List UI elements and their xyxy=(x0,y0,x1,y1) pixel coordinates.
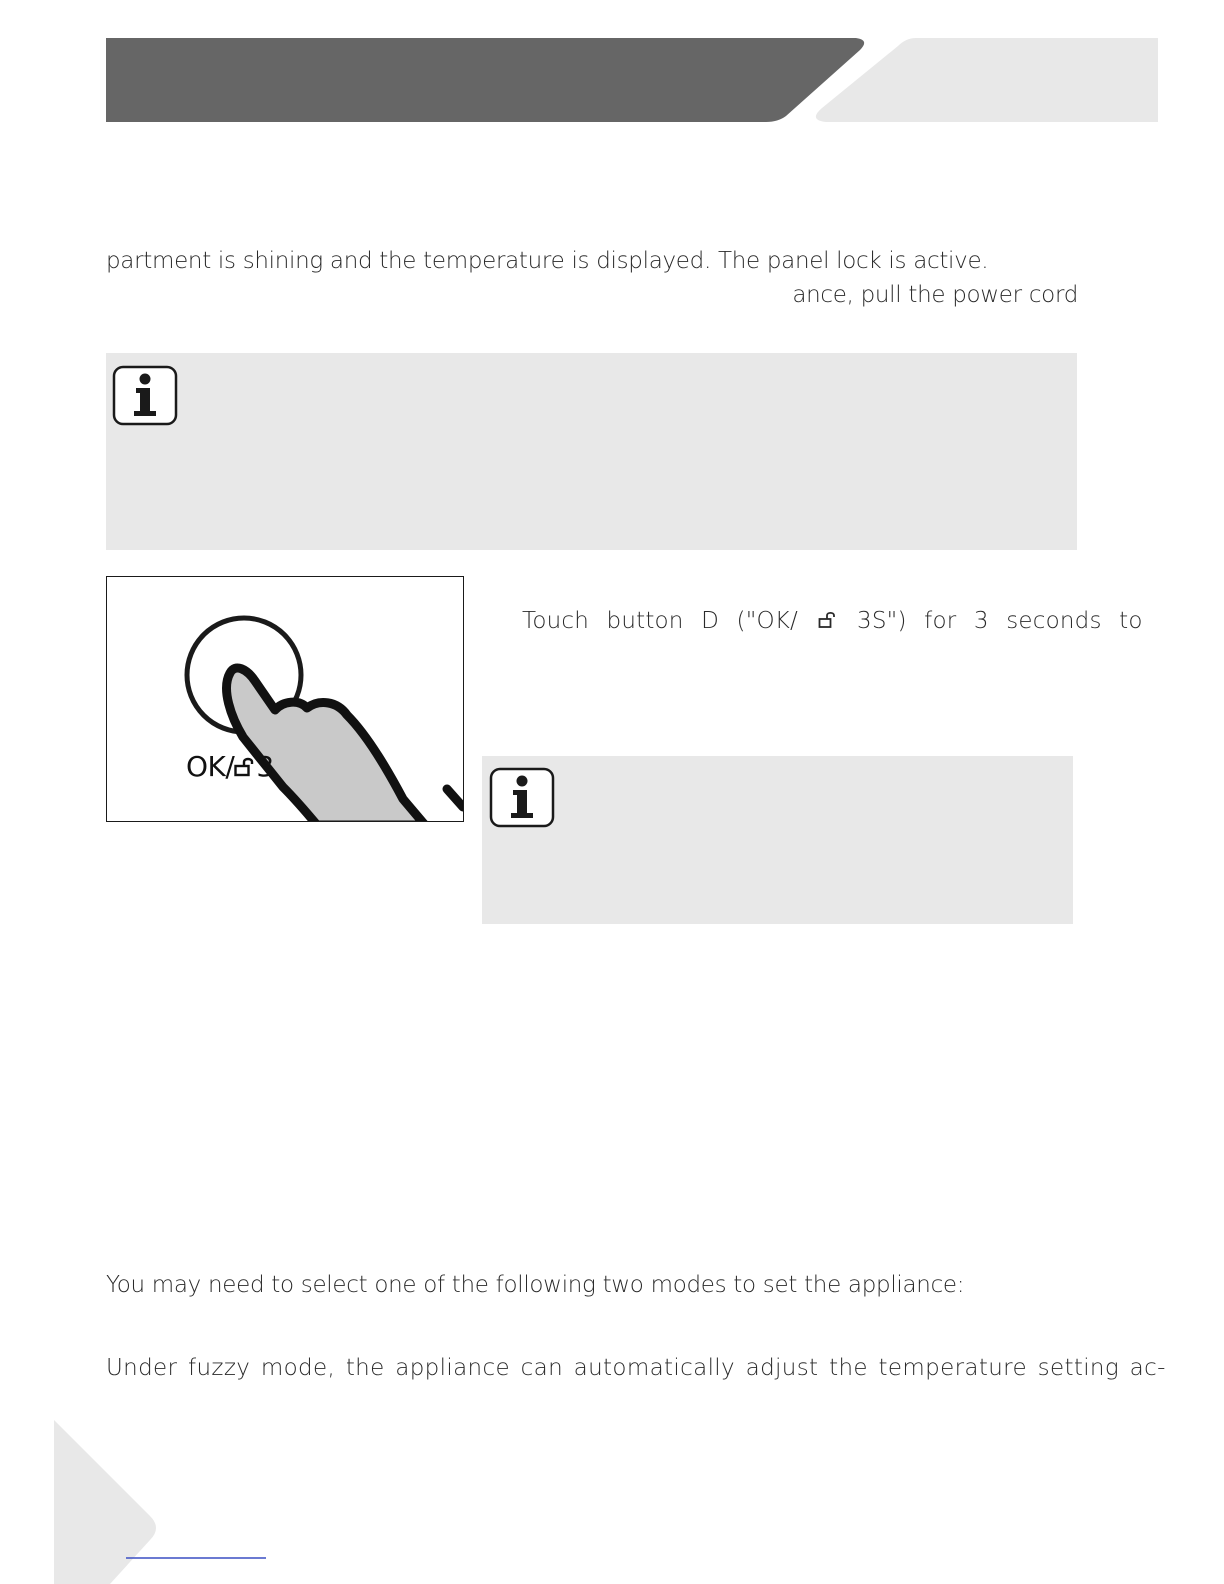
unlock-icon xyxy=(234,757,256,777)
paragraph-compartment: partment is shining and the temperature is displayed. The panel lock is active. xyxy=(106,248,989,274)
paragraph-power-cord: ance, pull the power cord xyxy=(792,282,1078,308)
unlock-instruction xyxy=(522,608,1143,634)
unlock-text-before: Touch button D ("OK/ xyxy=(522,608,799,634)
paragraph-fuzzy-mode: Under fuzzy mode, the appliance can automatically adjust the temperature setting ac- xyxy=(106,1355,1166,1381)
paragraph-modes-intro: You may need to select one of the following two modes to set the appliance: xyxy=(106,1272,965,1298)
header-dark-bar xyxy=(106,38,864,122)
info-icon xyxy=(112,365,178,427)
unlock-icon xyxy=(818,611,838,629)
ok-label-text: OK/ xyxy=(186,750,235,783)
page-header-band xyxy=(0,0,1224,130)
footer-corner-shape xyxy=(54,1420,156,1584)
unlock-text-after: 3S") for 3 seconds to xyxy=(857,608,1143,634)
finger-icon xyxy=(227,668,425,821)
ok-lock-button-label xyxy=(186,750,274,783)
button-press-illustration xyxy=(106,576,464,822)
footer-decoration xyxy=(0,1410,300,1584)
finger-press-drawing xyxy=(107,577,463,821)
info-box-note xyxy=(106,353,1077,550)
info-icon xyxy=(489,767,555,829)
header-light-tab xyxy=(816,38,1158,122)
ok-label-suffix: 3 xyxy=(256,750,274,783)
info-box-unlock-note xyxy=(482,756,1073,924)
